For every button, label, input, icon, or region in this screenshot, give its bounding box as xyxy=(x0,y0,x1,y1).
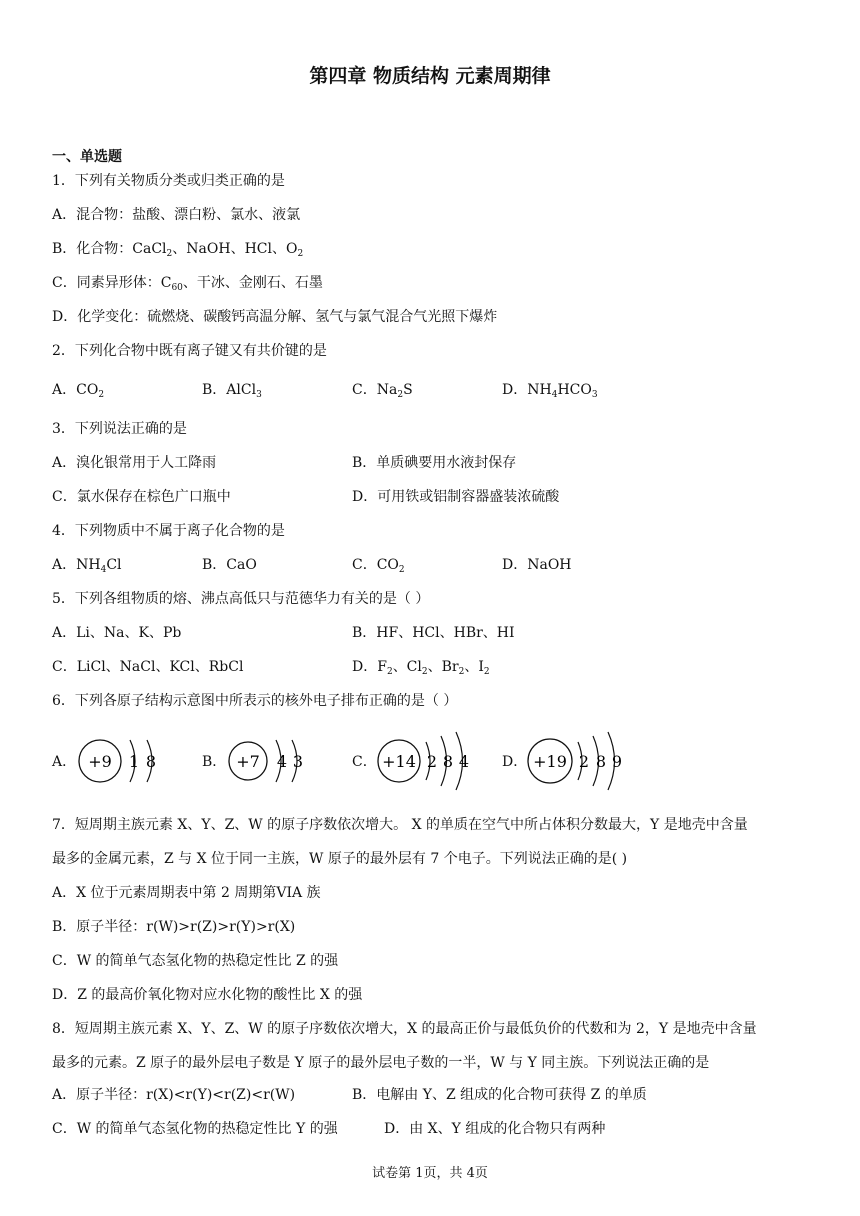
question-2-stem: 2．下列化合物中既有离子键又有共价键的是 xyxy=(52,343,327,359)
page-title: 第四章 物质结构 元素周期律 xyxy=(309,65,551,87)
page-footer: 试卷第 1页，共 4页 xyxy=(372,1166,488,1181)
atom-diagram-b xyxy=(226,732,316,790)
question-6-stem: 6．下列各原子结构示意图中所表示的核外电子排布正确的是（ ） xyxy=(52,693,458,709)
question-7-stem-line-1: 7．短周期主族元素 X、Y、Z、W 的原子序数依次增大。 X 的单质在空气中所占体积分数最大，Y 是地壳中含量 xyxy=(52,817,748,833)
question-4-stem: 4．下列物质中不属于离子化合物的是 xyxy=(52,523,285,539)
shell-electron-count: 8 xyxy=(442,752,454,771)
shell-electron-count: 8 xyxy=(145,752,157,771)
question-5-option-a: A．Li、Na、K、Pb xyxy=(52,625,182,641)
question-5-option-c: C．LiCl、NaCl、KCl、RbCl xyxy=(52,659,244,675)
nucleus-charge: +19 xyxy=(533,752,567,771)
question-3-option-c: C．氯水保存在棕色广口瓶中 xyxy=(52,489,231,505)
shell-electron-count: 1 xyxy=(128,752,140,771)
question-1-stem: 1．下列有关物质分类或归类正确的是 xyxy=(52,173,285,189)
question-8-option-a: A．原子半径：r(X)<r(Y)<r(Z)<r(W) xyxy=(52,1087,296,1103)
section-heading: 一、单选题 xyxy=(52,149,122,165)
shell-electron-count: 9 xyxy=(611,752,623,771)
question-8-option-d: D．由 X、Y 组成的化合物只有两种 xyxy=(384,1121,606,1137)
atom-diagram-d xyxy=(526,730,630,792)
nucleus-charge: +9 xyxy=(88,752,112,771)
question-1-option-c: C．同素异形体：$C_{60}$、干冰、金刚石、石墨 xyxy=(52,275,323,293)
question-7-stem-line-2: 最多的金属元素，Z 与 X 位于同一主族，W 原子的最外层有 7 个电子。下列说法正确的是( ) xyxy=(52,851,628,867)
shell-electron-count: 4 xyxy=(458,752,470,771)
question-1-option-a: A．混合物：盐酸、漂白粉、氯水、液氯 xyxy=(52,207,301,223)
question-3-option-d: D．可用铁或铝制容器盛装浓硫酸 xyxy=(352,489,560,505)
question-6-option-b-label: B． xyxy=(202,754,227,770)
question-4-option-c: C．$CO_2$ xyxy=(352,557,405,575)
question-7-option-d: D．Z 的最高价氧化物对应水化物的酸性比 X 的强 xyxy=(52,987,363,1003)
question-8-stem-line-1: 8．短周期主族元素 X、Y、Z、W 的原子序数依次增大，X 的最高正价与最低负价的代数和为 2，Y 是地壳中含量 xyxy=(52,1021,757,1037)
question-8-option-c: C．W 的简单气态氢化物的热稳定性比 Y 的强 xyxy=(52,1121,338,1137)
question-2-option-a: A．$CO_2$ xyxy=(52,382,105,400)
question-7-option-b: B．原子半径：r(W)>r(Z)>r(Y)>r(X) xyxy=(52,919,296,935)
nucleus-charge: +14 xyxy=(382,752,416,771)
question-2-option-d: D．$NH_4HCO_3$ xyxy=(502,382,598,400)
question-7-option-a: A．X 位于元素周期表中第 2 周期第VIA 族 xyxy=(52,885,321,901)
question-5-option-b: B．HF、HCl、HBr、HI xyxy=(352,625,515,641)
atom-diagram-c xyxy=(376,730,476,792)
question-3-option-b: B．单质碘要用水液封保存 xyxy=(352,455,517,471)
question-8-stem-line-2: 最多的元素。Z 原子的最外层电子数是 Y 原子的最外层电子数的一半，W 与 Y 同主族。下列说法正确的是 xyxy=(52,1055,710,1071)
question-2-option-b: B．AlCl$_3$ xyxy=(202,382,262,400)
question-1-option-d: D．化学变化：硫燃烧、碳酸钙高温分解、氢气与氯气混合气光照下爆炸 xyxy=(52,309,498,325)
question-2-option-c: C．$Na_2S$ xyxy=(352,382,413,400)
shell-electron-count: 4 xyxy=(276,752,288,771)
question-5-option-d: D．$F_2$、$Cl_2$、$Br_2$、$I_2$ xyxy=(352,659,490,677)
question-5-stem: 5．下列各组物质的熔、沸点高低只与范德华力有关的是（ ） xyxy=(52,591,430,607)
question-6-option-c-label: C． xyxy=(352,754,377,770)
question-4-option-b: B．CaO xyxy=(202,557,257,573)
question-8-option-b: B．电解由 Y、Z 组成的化合物可获得 Z 的单质 xyxy=(352,1087,647,1103)
shell-electron-count: 3 xyxy=(292,752,304,771)
question-3-option-a: A．溴化银常用于人工降雨 xyxy=(52,455,217,471)
question-7-option-c: C．W 的简单气态氢化物的热稳定性比 Z 的强 xyxy=(52,953,339,969)
shell-electron-count: 8 xyxy=(595,752,607,771)
question-1-option-b: B．化合物：CaCl$_2$、NaOH、HCl、$O_2$ xyxy=(52,241,304,259)
question-4-option-a: A．$NH_4Cl$ xyxy=(52,557,122,575)
question-4-option-d: D．NaOH xyxy=(502,557,572,573)
question-3-stem: 3．下列说法正确的是 xyxy=(52,421,187,437)
question-6-option-a-label: A． xyxy=(52,754,77,770)
nucleus-charge: +7 xyxy=(236,752,260,771)
atom-diagram-a xyxy=(76,732,166,790)
shell-electron-count: 2 xyxy=(578,752,590,771)
shell-electron-count: 2 xyxy=(426,752,438,771)
question-6-option-d-label: D． xyxy=(502,754,528,770)
